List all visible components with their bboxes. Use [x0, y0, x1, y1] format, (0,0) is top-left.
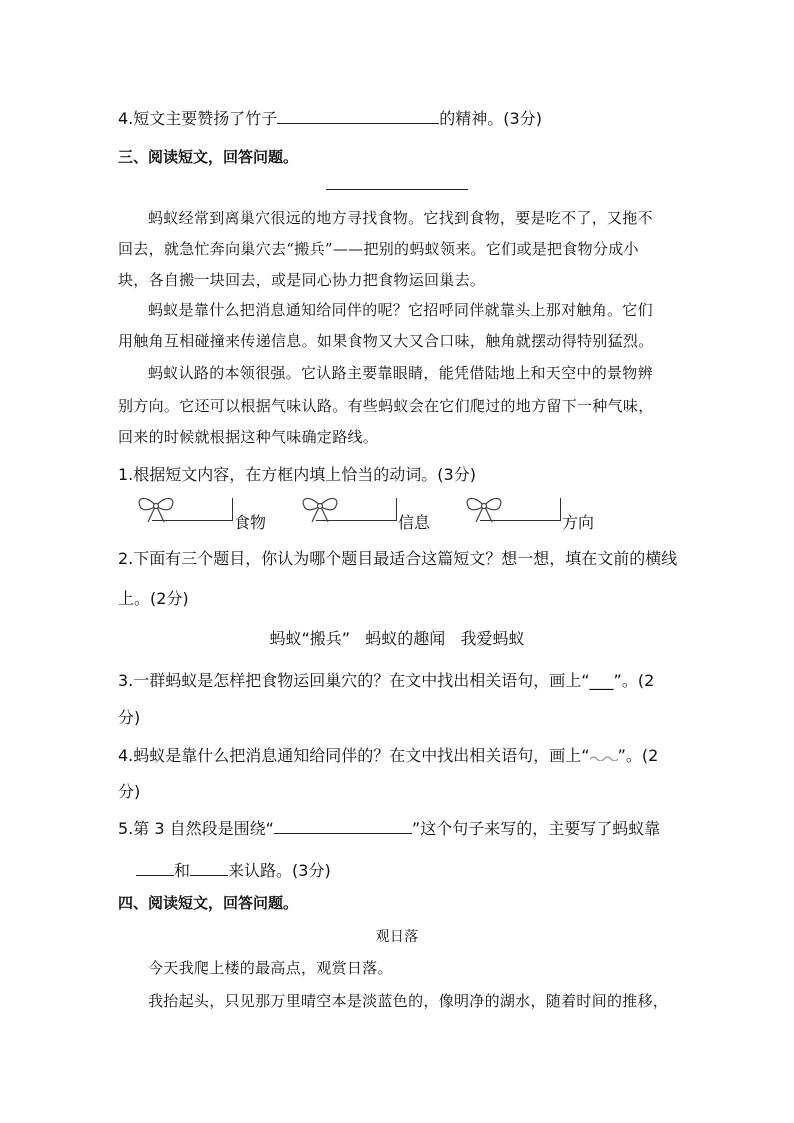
- answer-box-group-3: [462, 492, 602, 532]
- wavy-underline-icon: [590, 753, 618, 761]
- q5-sentence-blank[interactable]: [274, 817, 412, 834]
- passage-line-7: 别方向。它还可以根据气味认路。有些蚂蚁会在它们爬过的地方留下一种气味，: [118, 397, 654, 415]
- q5-text-before: 5.第 3 自然段是围绕“: [118, 819, 274, 838]
- section-4-heading: 四、阅读短文，回答问题。: [118, 894, 299, 912]
- q4-text-before: 4.蚂蚁是靠什么把消息通知给同伴的？在文中找出相关语句，画上“: [118, 746, 590, 765]
- q5-blank-2[interactable]: [190, 859, 228, 876]
- q5-text-after: ”这个句子来写的，主要写了蚂蚁靠: [411, 819, 661, 838]
- q4-text-after: ”。(2: [617, 746, 659, 765]
- ribbon-bow-icon: [298, 492, 342, 526]
- question-2-line-2: 上。(2分): [118, 589, 189, 608]
- passage-line-8: 回来的时候就根据这种气味确定路线。: [118, 428, 379, 446]
- passage-line-2: 回去，就急忙奔向巢穴去“搬兵”——把别的蚂蚁领来。它们或是把食物分成小: [118, 240, 639, 258]
- box-1-label: 食物: [234, 513, 267, 532]
- question-4-line-1: [118, 743, 658, 766]
- passage-line-6: 蚂蚁认路的本领很强。它认路主要靠眼睛，能凭借陆地上和天空中的景物辨: [148, 364, 653, 382]
- question-5-line-2: [136, 858, 331, 881]
- question-1: 1.根据短文内容，在方框内填上恰当的动词。(3分): [118, 465, 476, 484]
- question-3-line-2: 分): [118, 708, 141, 727]
- passage-line-3: 块，各自搬一块回去，或是同心协力把食物运回巢去。: [118, 271, 486, 289]
- question-4-line-2: 分): [118, 782, 141, 801]
- passage-line-5: 用触角互相碰撞来传递信息。如果食物又大又合口味，触角就摆动得特别猛烈。: [118, 332, 654, 350]
- title-options: 蚂蚁“搬兵” 蚂蚁的趣闻 我爱蚂蚁: [269, 629, 525, 648]
- answer-box-group-2: [298, 492, 438, 532]
- answer-box-group-1: [134, 492, 274, 532]
- box-3-label: 方向: [562, 513, 595, 532]
- prev-q4-text-before: 4.短文主要赞扬了竹子: [118, 109, 278, 128]
- question-3-line-1: 3.一群蚂蚁是怎样把食物运回巢穴的？在文中找出相关语句，画上“___”。(2: [118, 671, 655, 690]
- ribbon-bow-icon: [134, 492, 178, 526]
- passage-title-blank[interactable]: [326, 173, 468, 190]
- box-2-label: 信息: [398, 513, 431, 532]
- q5-and: 和: [174, 861, 191, 880]
- passage-2-title: 观日落: [375, 929, 419, 945]
- prev-q4-text-after: 的精神。(3分): [439, 109, 542, 128]
- passage-line-4: 蚂蚁是靠什么把消息通知给同伴的呢？它招呼同伴就靠头上那对触角。它们: [148, 301, 653, 319]
- q5-blank-1[interactable]: [136, 859, 174, 876]
- question-5-line-1: [118, 816, 660, 839]
- question-2-line-1: 2.下面有三个题目，你认为哪个题目最适合这篇短文？想一想，填在文前的横线: [118, 549, 678, 568]
- ribbon-bow-icon: [462, 492, 506, 526]
- passage-line-1: 蚂蚁经常到离巢穴很远的地方寻找食物。它找到食物，要是吃不了，又拖不: [148, 209, 653, 227]
- prev-question-4: [118, 106, 542, 129]
- section-3-heading: 三、阅读短文，回答问题。: [118, 148, 299, 166]
- q5-end: 来认路。(3分): [228, 861, 331, 880]
- passage-2-line-2: 我抬起头，只见那万里晴空本是淡蓝色的，像明净的湖水，随着时间的推移，: [148, 992, 669, 1010]
- passage-2-line-1: 今天我爬上楼的最高点，观赏日落。: [148, 959, 393, 977]
- prev-q4-answer-blank[interactable]: [277, 107, 439, 124]
